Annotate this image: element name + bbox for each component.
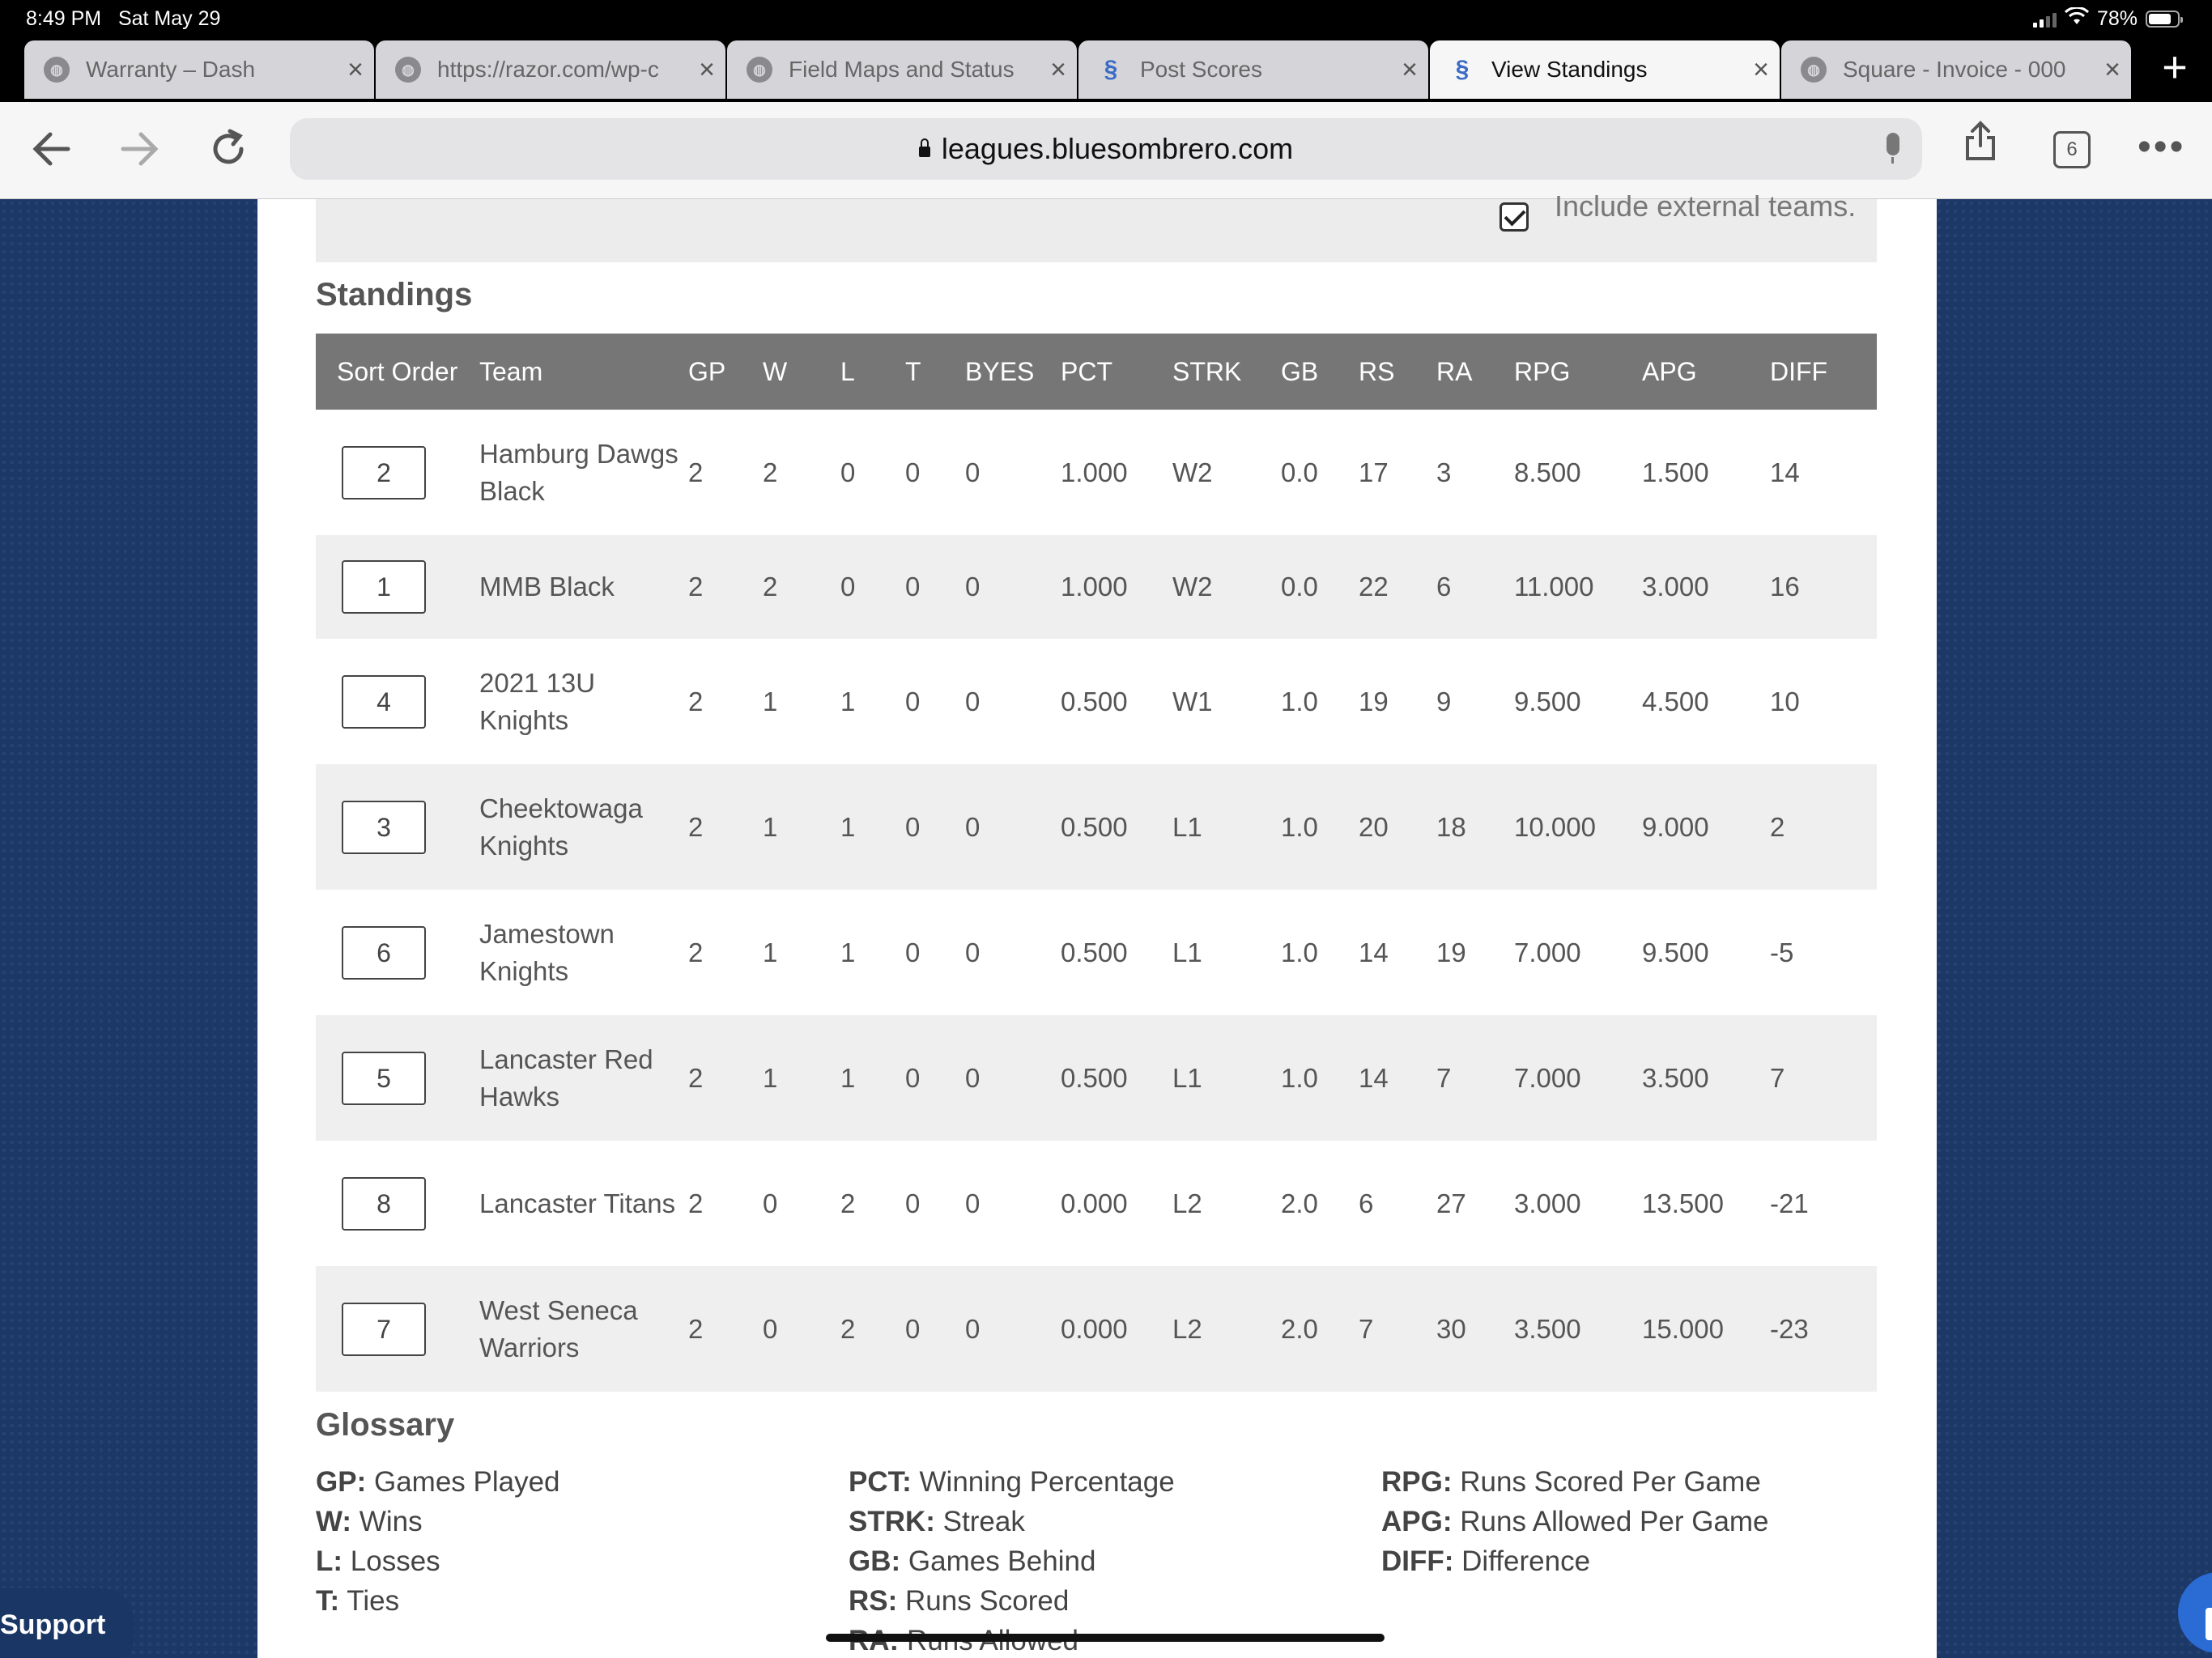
column-header: RPG	[1514, 334, 1642, 410]
include-external-label: Include external teams.	[1555, 189, 1857, 223]
byes-cell: 0	[965, 937, 981, 967]
column-header: PCT	[1061, 334, 1172, 410]
rpg-cell: 7.000	[1514, 1062, 1581, 1093]
sort-order-cell	[316, 535, 479, 639]
close-tab-icon[interactable]: ×	[699, 53, 715, 85]
t-cell: 0	[905, 572, 921, 602]
diff-cell: -21	[1770, 1188, 1809, 1218]
pct-cell: 0.500	[1061, 811, 1128, 842]
glossary-item	[849, 1541, 1175, 1581]
rs-cell: 20	[1359, 811, 1389, 842]
bluesombrero-icon: §	[1455, 56, 1470, 83]
strk-cell: W2	[1172, 572, 1213, 602]
rs-cell: 22	[1359, 572, 1389, 602]
sort-order-input[interactable]: 3	[342, 801, 426, 854]
glossary-term: W:	[316, 1506, 352, 1537]
tab-title: View Standings	[1491, 57, 1648, 82]
glossary-title: Glossary	[316, 1407, 455, 1443]
team-name: Cheektowaga Knights	[479, 793, 643, 861]
gp-cell: 2	[688, 1062, 704, 1093]
rpg-cell: 7.000	[1514, 937, 1581, 967]
close-tab-icon[interactable]: ×	[347, 53, 364, 85]
strk-cell: L1	[1172, 937, 1202, 967]
include-external-checkbox[interactable]	[1499, 202, 1529, 232]
gp-cell: 2	[688, 937, 704, 967]
browser-toolbar	[0, 102, 2212, 199]
pct-cell: 0.500	[1061, 1062, 1128, 1093]
table-row	[316, 890, 1877, 1015]
rs-cell: 6	[1359, 1188, 1374, 1218]
glossary-item	[316, 1541, 560, 1581]
column-header: W	[763, 334, 840, 410]
l-cell: 0	[840, 572, 856, 602]
tab-title: Warranty – Dash	[86, 57, 256, 82]
table-row	[316, 639, 1877, 764]
tab-post-scores[interactable]	[1078, 40, 1428, 99]
byes-cell: 0	[965, 1188, 981, 1218]
column-header: L	[840, 334, 905, 410]
glossary-definition: Wins	[359, 1506, 423, 1537]
bluesombrero-icon: §	[1104, 56, 1118, 83]
rs-cell: 14	[1359, 1062, 1389, 1093]
glossary-definition: Losses	[350, 1545, 440, 1577]
glossary-term: L:	[316, 1545, 343, 1577]
share-button[interactable]	[1963, 120, 1998, 162]
column-header: RA	[1436, 334, 1514, 410]
forward-arrow-icon	[117, 126, 162, 172]
tab-overview-button[interactable]: 6	[2053, 131, 2091, 168]
strk-cell: L1	[1172, 1062, 1202, 1093]
glossary-term: PCT:	[849, 1466, 912, 1498]
apg-cell: 4.500	[1642, 686, 1709, 716]
column-header: Team	[479, 334, 688, 410]
glossary-definition: Streak	[942, 1506, 1025, 1537]
glossary-term: DIFF:	[1381, 1545, 1454, 1577]
l-cell: 1	[840, 1062, 856, 1093]
apg-cell: 13.500	[1642, 1188, 1724, 1218]
t-cell: 0	[905, 457, 921, 487]
diff-cell: -23	[1770, 1313, 1809, 1344]
w-cell: 2	[763, 572, 778, 602]
column-header: STRK	[1172, 334, 1281, 410]
table-row	[316, 1141, 1877, 1266]
ra-cell: 6	[1436, 572, 1452, 602]
byes-cell: 0	[965, 572, 981, 602]
column-header: DIFF	[1770, 334, 1877, 410]
glossary-definition: Runs Scored	[905, 1585, 1070, 1617]
apg-cell: 9.500	[1642, 937, 1709, 967]
glossary-item	[1381, 1541, 1769, 1581]
close-tab-icon[interactable]: ×	[1050, 53, 1066, 85]
team-name: Lancaster Red Hawks	[479, 1044, 653, 1112]
byes-cell: 0	[965, 811, 981, 842]
column-header: BYES	[965, 334, 1061, 410]
glossary-definition: Runs Scored Per Game	[1460, 1466, 1761, 1498]
url-text: leagues.bluesombrero.com	[941, 132, 1294, 165]
strk-cell: W1	[1172, 686, 1213, 716]
byes-cell: 0	[965, 1313, 981, 1344]
glossary-item	[849, 1502, 1175, 1541]
rs-cell: 7	[1359, 1313, 1374, 1344]
home-indicator	[826, 1634, 1385, 1642]
l-cell: 0	[840, 457, 856, 487]
glossary-item	[316, 1581, 560, 1621]
back-button[interactable]	[29, 126, 74, 182]
column-header: APG	[1642, 334, 1770, 410]
column-header: RS	[1359, 334, 1436, 410]
column-header: Sort Order	[316, 334, 479, 410]
close-tab-icon[interactable]: ×	[2104, 53, 2121, 85]
tab-title: Post Scores	[1140, 57, 1262, 82]
l-cell: 1	[840, 937, 856, 967]
rs-cell: 19	[1359, 686, 1389, 716]
tab-title: https://razor.com/wp-c	[437, 57, 659, 82]
tab-square-invoice[interactable]	[1781, 40, 2131, 99]
sort-order-input[interactable]: 6	[342, 926, 426, 980]
globe-icon: ◍	[1801, 57, 1827, 83]
w-cell: 2	[763, 457, 778, 487]
team-name: Jamestown Knights	[479, 918, 615, 986]
apg-cell: 9.000	[1642, 811, 1709, 842]
gb-cell: 1.0	[1281, 937, 1318, 967]
team-name: West Seneca Warriors	[479, 1295, 638, 1363]
globe-icon: ◍	[44, 57, 70, 83]
glossary-definition: Ties	[347, 1585, 400, 1617]
sort-order-cell	[316, 1015, 479, 1141]
standings-table	[316, 334, 1877, 1392]
tab-view-standings[interactable]	[1430, 40, 1780, 99]
close-tab-icon[interactable]: ×	[1753, 53, 1769, 85]
ra-cell: 9	[1436, 686, 1452, 716]
diff-cell: 2	[1770, 811, 1785, 842]
sort-order-input[interactable]: 8	[342, 1177, 426, 1231]
glossary-term: RS:	[849, 1585, 898, 1617]
cellular-signal-icon	[2033, 11, 2057, 28]
status-bar	[0, 0, 2212, 37]
sort-order-cell	[316, 1141, 479, 1266]
gp-cell: 2	[688, 1313, 704, 1344]
rpg-cell: 3.500	[1514, 1313, 1581, 1344]
pct-cell: 0.000	[1061, 1188, 1128, 1218]
rpg-cell: 8.500	[1514, 457, 1581, 487]
gp-cell: 2	[688, 457, 704, 487]
diff-cell: 16	[1770, 572, 1800, 602]
glossary-column-1	[316, 1462, 560, 1621]
glossary-item	[849, 1581, 1175, 1621]
forward-button[interactable]	[117, 126, 162, 182]
table-row	[316, 1015, 1877, 1141]
sort-order-cell	[316, 764, 479, 890]
pct-cell: 1.000	[1061, 457, 1128, 487]
rpg-cell: 9.500	[1514, 686, 1581, 716]
tab-field-maps[interactable]	[727, 40, 1077, 99]
sort-order-input[interactable]: 5	[342, 1052, 426, 1105]
l-cell: 2	[840, 1188, 856, 1218]
rs-cell: 17	[1359, 457, 1389, 487]
byes-cell: 0	[965, 1062, 981, 1093]
diff-cell: 14	[1770, 457, 1800, 487]
strk-cell: L2	[1172, 1188, 1202, 1218]
reload-icon	[206, 126, 251, 172]
glossary-term: APG:	[1381, 1506, 1453, 1537]
reload-button[interactable]	[206, 126, 251, 182]
column-header: T	[905, 334, 965, 410]
glossary-item	[316, 1462, 560, 1502]
team-name: MMB Black	[479, 572, 615, 602]
new-tab-button[interactable]: +	[2162, 43, 2188, 91]
team-name: Lancaster Titans	[479, 1188, 676, 1218]
gp-cell: 2	[688, 1188, 704, 1218]
table-header-row	[316, 334, 1877, 410]
w-cell: 1	[763, 1062, 778, 1093]
main-content	[257, 189, 1937, 1658]
diff-cell: 10	[1770, 686, 1800, 716]
rpg-cell: 11.000	[1514, 572, 1594, 602]
strk-cell: L1	[1172, 811, 1202, 842]
gb-cell: 1.0	[1281, 686, 1318, 716]
ra-cell: 30	[1436, 1313, 1466, 1344]
sort-order-cell	[316, 890, 479, 1015]
diff-cell: -5	[1770, 937, 1794, 967]
glossary-term: STRK:	[849, 1506, 935, 1537]
pct-cell: 0.500	[1061, 937, 1128, 967]
table-row	[316, 764, 1877, 890]
w-cell: 1	[763, 937, 778, 967]
t-cell: 0	[905, 686, 921, 716]
gp-cell: 2	[688, 686, 704, 716]
glossary-definition: Games Behind	[908, 1545, 1096, 1577]
w-cell: 0	[763, 1313, 778, 1344]
ra-cell: 7	[1436, 1062, 1452, 1093]
t-cell: 0	[905, 1313, 921, 1344]
globe-icon: ◍	[395, 57, 421, 83]
tab-title: Field Maps and Status	[789, 57, 1015, 82]
glossary-item	[1381, 1502, 1769, 1541]
l-cell: 1	[840, 686, 856, 716]
apg-cell: 3.000	[1642, 572, 1709, 602]
sort-order-input[interactable]: 4	[342, 675, 426, 729]
sort-order-cell	[316, 639, 479, 764]
ra-cell: 18	[1436, 811, 1466, 842]
rpg-cell: 3.000	[1514, 1188, 1581, 1218]
apg-cell: 1.500	[1642, 457, 1709, 487]
pct-cell: 1.000	[1061, 572, 1128, 602]
byes-cell: 0	[965, 686, 981, 716]
gb-cell: 0.0	[1281, 457, 1318, 487]
gb-cell: 0.0	[1281, 572, 1318, 602]
gb-cell: 1.0	[1281, 1062, 1318, 1093]
strk-cell: W2	[1172, 457, 1213, 487]
glossary-term: GB:	[849, 1545, 901, 1577]
apg-cell: 15.000	[1642, 1313, 1724, 1344]
glossary-definition: Winning Percentage	[919, 1466, 1175, 1498]
close-tab-icon[interactable]: ×	[1402, 53, 1418, 85]
glossary-term: RPG:	[1381, 1466, 1453, 1498]
glossary-item	[1381, 1462, 1769, 1502]
ra-cell: 27	[1436, 1188, 1466, 1218]
tab-warranty[interactable]	[24, 40, 374, 99]
glossary-column-2	[849, 1462, 1175, 1658]
team-name: Hamburg Dawgs Black	[479, 438, 678, 506]
diff-cell: 7	[1770, 1062, 1785, 1093]
status-time: 8:49 PM Sat May 29	[26, 7, 221, 30]
status-right	[2033, 7, 2180, 31]
lock-icon	[919, 147, 930, 157]
gp-cell: 2	[688, 572, 704, 602]
table-row	[316, 410, 1877, 535]
glossary-item	[849, 1462, 1175, 1502]
glossary-term: T:	[316, 1585, 340, 1617]
tab-strip	[0, 37, 2212, 102]
w-cell: 0	[763, 1188, 778, 1218]
byes-cell: 0	[965, 457, 981, 487]
glossary-item	[316, 1502, 560, 1541]
microphone-icon[interactable]	[1887, 133, 1899, 155]
glossary-column-3	[1381, 1462, 1769, 1581]
pct-cell: 0.500	[1061, 686, 1128, 716]
l-cell: 1	[840, 811, 856, 842]
glossary-term: GP:	[316, 1466, 367, 1498]
table-row	[316, 1266, 1877, 1392]
rs-cell: 14	[1359, 937, 1389, 967]
w-cell: 1	[763, 811, 778, 842]
ra-cell: 19	[1436, 937, 1466, 967]
back-arrow-icon	[29, 126, 74, 172]
wifi-icon	[2065, 7, 2089, 31]
filter-box	[316, 189, 1877, 262]
w-cell: 1	[763, 686, 778, 716]
battery-icon	[2146, 11, 2180, 28]
team-name: 2021 13U Knights	[479, 667, 596, 735]
sort-order-input[interactable]: 7	[342, 1303, 426, 1356]
battery-percent: 78%	[2096, 7, 2138, 30]
strk-cell: L2	[1172, 1313, 1202, 1344]
pct-cell: 0.000	[1061, 1313, 1128, 1344]
t-cell: 0	[905, 1188, 921, 1218]
sort-order-input[interactable]: 2	[342, 446, 426, 500]
gb-cell: 2.0	[1281, 1188, 1318, 1218]
l-cell: 2	[840, 1313, 856, 1344]
sort-order-cell	[316, 410, 479, 535]
glossary-definition: Games Played	[373, 1466, 560, 1498]
glossary-definition: Difference	[1461, 1545, 1591, 1577]
standings-body	[316, 410, 1877, 1392]
gb-cell: 2.0	[1281, 1313, 1318, 1344]
share-icon	[1963, 120, 1998, 162]
column-header: GB	[1281, 334, 1359, 410]
tab-razor[interactable]	[376, 40, 725, 99]
rpg-cell: 10.000	[1514, 811, 1596, 842]
glossary-definition: Runs Allowed Per Game	[1460, 1506, 1769, 1537]
t-cell: 0	[905, 937, 921, 967]
support-button[interactable]: Support	[0, 1588, 134, 1658]
column-header: GP	[688, 334, 763, 410]
ra-cell: 3	[1436, 457, 1452, 487]
more-options-icon[interactable]: •••	[2138, 125, 2186, 168]
standings-title: Standings	[316, 277, 473, 312]
gp-cell: 2	[688, 811, 704, 842]
t-cell: 0	[905, 811, 921, 842]
globe-icon: ◍	[747, 57, 772, 83]
sort-order-input[interactable]: 1	[342, 560, 426, 614]
tab-title: Square - Invoice - 000	[1843, 57, 2066, 82]
gb-cell: 1.0	[1281, 811, 1318, 842]
table-row	[316, 535, 1877, 639]
apg-cell: 3.500	[1642, 1062, 1709, 1093]
address-bar[interactable]	[290, 118, 1922, 180]
sort-order-cell	[316, 1266, 479, 1392]
t-cell: 0	[905, 1062, 921, 1093]
